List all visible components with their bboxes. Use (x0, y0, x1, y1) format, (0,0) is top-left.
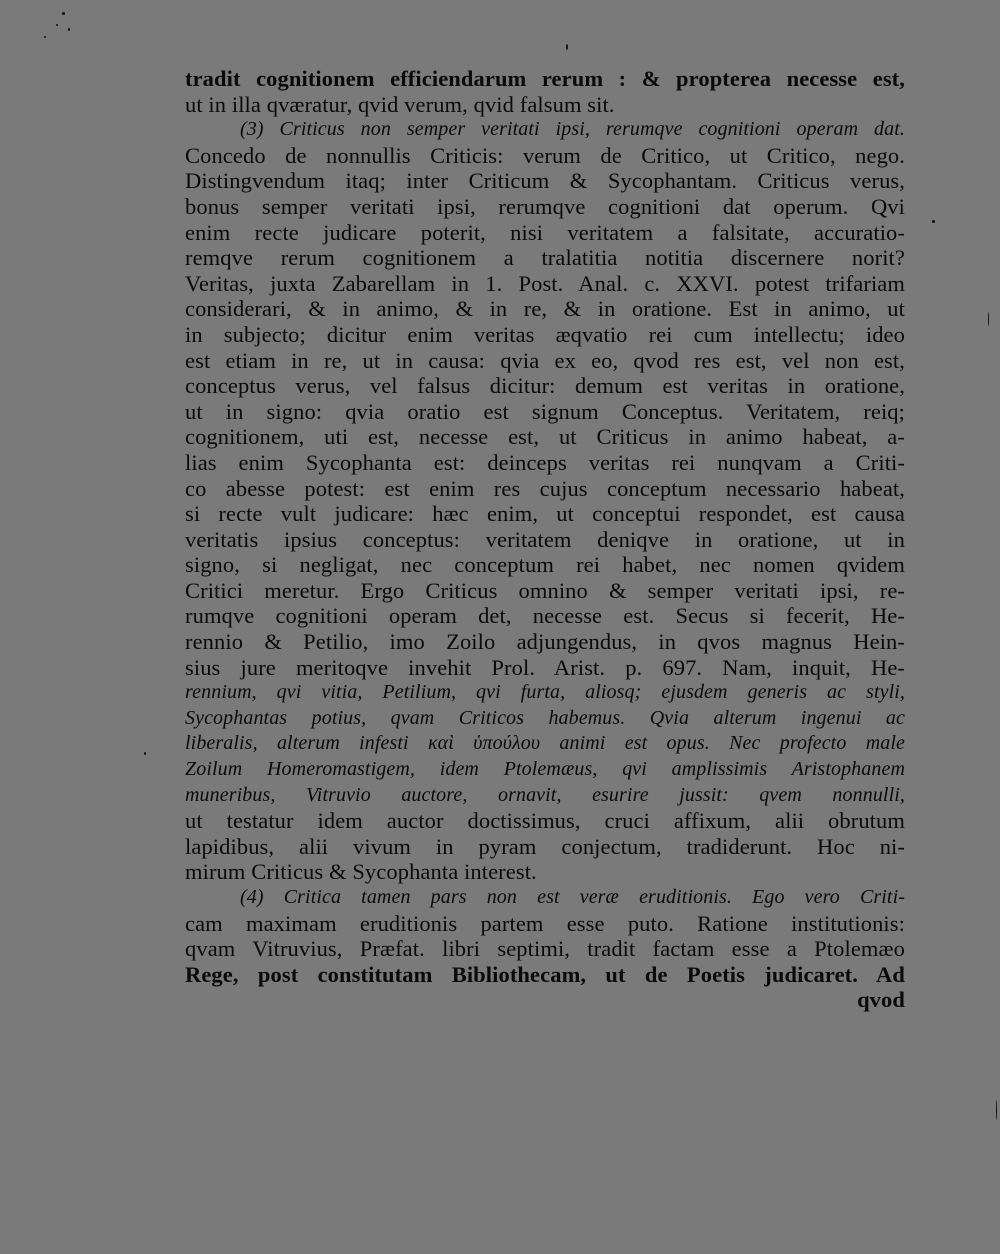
text-line: Concedo de nonnullis Criticis: verum de Critico, ut Critico, nego. (185, 142, 905, 168)
text-line: mirum Criticus & Sycophanta interest. (185, 859, 537, 885)
text-line: si recte vult judicare: hæc enim, ut conceptui respondet, est causa (185, 501, 905, 527)
body-text (185, 66, 905, 1013)
ink-speck (988, 312, 989, 326)
ink-speck (932, 220, 935, 223)
text-line: cam maximam eruditionis partem esse puto. Ratione institutionis: (185, 910, 905, 936)
text-line: tradit cognitionem efficiendarum rerum : & propterea necesse est, (185, 66, 905, 91)
text-line: lapidibus, alii vivum in pyram conjectum, tradiderunt. Hoc ni- (185, 833, 905, 859)
text-line: signo, si negligat, nec conceptum rei habet, nec nomen qvidem (185, 552, 905, 578)
text-line: conceptus verus, vel falsus dicitur: demum est veritas in oratione, (185, 373, 905, 399)
text-line: est etiam in re, ut in causa: qvia ex eo, qvod res est, vel non est, (185, 347, 905, 373)
text-line: ut testatur idem auctor doctissimus, cruci affixum, alii obrutum (185, 808, 905, 834)
text-line: Veritas, juxta Zabarellam in 1. Post. Anal. c. XXVI. potest trifariam (185, 270, 905, 296)
section-heading-line: (4) Critica tamen pars non est veræ eruditionis. Ego vero Criti- (240, 886, 905, 908)
text-line: veritatis ipsius conceptus: veritatem deniqve in oratione, ut in (185, 526, 905, 552)
text-line: considerari, & in animo, & in re, & in oratione. Est in animo, ut (185, 296, 905, 322)
text-line: qvam Vitruvius, Præfat. libri septimi, tradit factam esse a Ptolemæo (185, 936, 905, 962)
catchword: qvod (857, 987, 905, 1013)
text-line: sius jure meritoqve invehit Prol. Arist. p. 697. Nam, inquit, He- (185, 654, 905, 680)
quotation-line: Zoilum Homeromastigem, idem Ptolemæus, qvi amplissimis Aristophanem (185, 758, 905, 781)
text-line: co abesse potest: est enim res cujus conceptum necessario habeat, (185, 475, 905, 501)
text-line: rumqve cognitioni operam det, necesse est. Secus si fecerit, He- (185, 603, 905, 629)
quotation-line: Sycophantas potius, qvam Criticos habemus. Qvia alterum ingenui ac (185, 706, 905, 729)
ink-speck (566, 44, 568, 50)
text-line: Critici meretur. Ergo Criticus omnino & semper veritati ipsi, re- (185, 577, 905, 603)
quotation-line: muneribus, Vitruvio auctore, ornavit, esurire jussit: qvem nonnulli, (185, 783, 905, 806)
text-line: cognitionem, uti est, necesse est, ut Criticus in animo habeat, a- (185, 424, 905, 450)
text-line: remqve rerum cognitionem a tralatitia notitia discernere norit? (185, 245, 905, 271)
text-line: enim recte judicare poterit, nisi veritatem a falsitate, accuratio- (185, 219, 905, 245)
text-line: Rege, post constitutam Bibliothecam, ut de Poetis judicaret. Ad (185, 961, 905, 987)
text-line: ut in illa qværatur, qvid verum, qvid falsum sit. (185, 91, 615, 117)
quotation-line: liberalis, alterum infesti καὶ ὑπούλου animi est opus. Nec profecto male (185, 732, 905, 755)
text-line: rennio & Petilio, imo Zoilo adjungendus, in qvos magnus Hein- (185, 629, 905, 655)
ink-speck (68, 28, 70, 31)
ink-speck (56, 24, 58, 26)
text-line: ut in signo: qvia oratio est signum Conceptus. Veritatem, reiq; (185, 398, 905, 424)
ink-speck (62, 12, 65, 15)
ink-speck (44, 36, 46, 38)
text-line: Distingvendum itaq; inter Criticum & Sycophantam. Criticus verus, (185, 168, 905, 194)
text-line: in subjecto; dicitur enim veritas æqvatio rei cum intellectu; ideo (185, 321, 905, 347)
ink-speck (144, 752, 146, 755)
section-heading-line: (3) Criticus non semper veritati ipsi, rerumqve cognitioni operam dat. (240, 118, 905, 141)
quotation-line: rennium, qvi vitia, Petilium, qvi furta, aliosq; ejusdem generis ac styli, (185, 681, 905, 704)
ink-speck (996, 1100, 997, 1120)
text-line: lias enim Sycophanta est: deinceps veritas rei nunqvam a Criti- (185, 449, 905, 475)
text-line: bonus semper veritati ipsi, rerumqve cognitioni dat operum. Qvi (185, 193, 905, 219)
